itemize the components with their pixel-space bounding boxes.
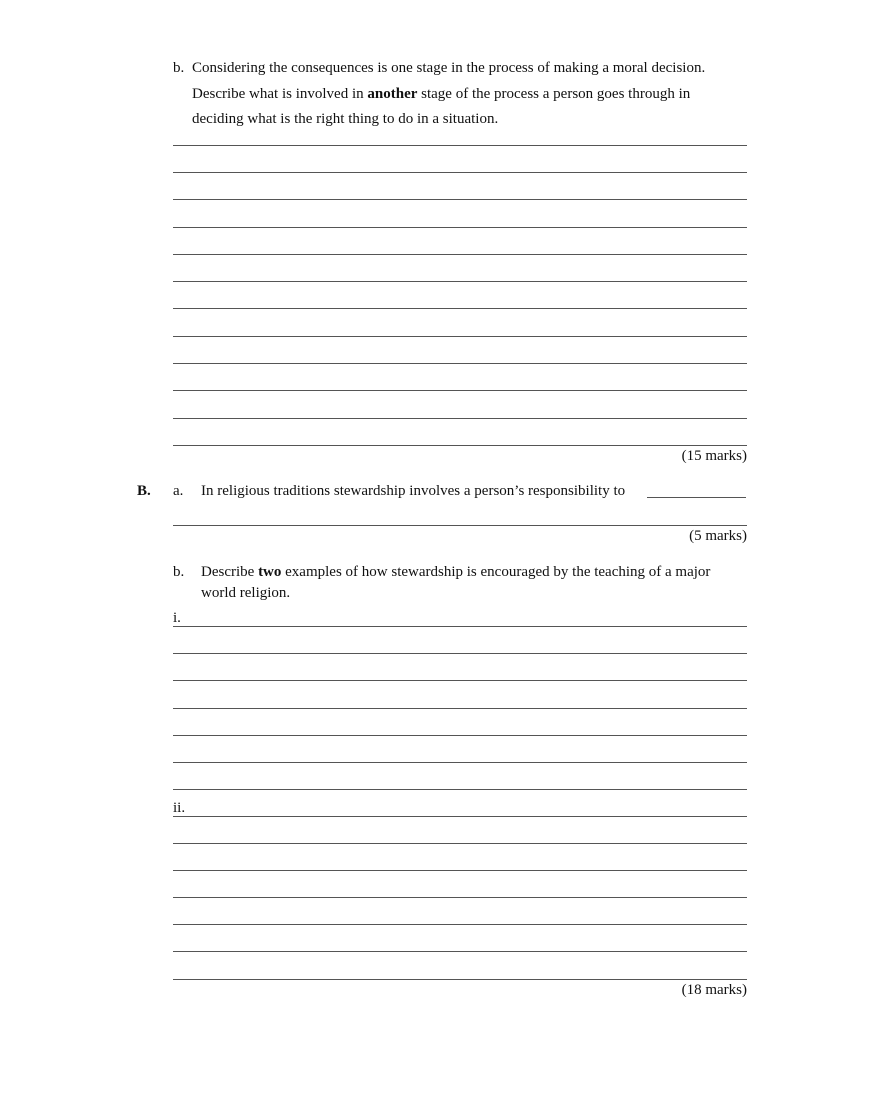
answer-line[interactable] xyxy=(173,789,747,790)
section-b-part-a-text: In religious traditions stewardship involves a person’s responsibility to xyxy=(201,483,626,499)
answer-line[interactable] xyxy=(173,525,747,526)
answer-line[interactable] xyxy=(173,199,747,200)
question-b-line-2-pre: Describe what is involved in xyxy=(192,86,368,102)
answer-line[interactable] xyxy=(173,708,747,709)
section-b-part-b-label: b. xyxy=(173,564,185,580)
question-b-label: b. xyxy=(173,60,185,76)
answer-line[interactable] xyxy=(173,762,747,763)
fill-in-blank[interactable] xyxy=(647,497,746,498)
question-b-line-2-post: stage of the process a person goes through in xyxy=(417,86,691,102)
item-ii-label: ii. xyxy=(173,800,186,816)
question-b-line-2 xyxy=(192,84,690,104)
answer-line[interactable] xyxy=(173,843,747,844)
section-b-label: B. xyxy=(137,483,151,499)
answer-line[interactable] xyxy=(173,172,747,173)
section-b-part-a-label: a. xyxy=(173,483,184,499)
marks-section-b-a: (5 marks) xyxy=(689,528,747,544)
answer-line[interactable] xyxy=(173,924,747,925)
answer-line[interactable] xyxy=(173,680,747,681)
question-b-line-2-bold: another xyxy=(367,86,418,102)
marks-question-b: (15 marks) xyxy=(681,448,747,464)
section-b-part-b-line-1-post: examples of how stewardship is encouraged by the teaching of a major xyxy=(281,564,711,580)
section-b-part-b-line-1-pre: Describe xyxy=(201,564,259,580)
answer-line[interactable] xyxy=(173,951,747,952)
answer-line[interactable] xyxy=(173,816,747,817)
answer-line[interactable] xyxy=(173,336,747,337)
question-b-line-3: deciding what is the right thing to do in a situation. xyxy=(192,111,499,127)
answer-line[interactable] xyxy=(173,363,747,364)
answer-line[interactable] xyxy=(173,870,747,871)
section-b-part-b-line-1-bold: two xyxy=(258,564,282,580)
answer-line[interactable] xyxy=(173,145,747,146)
answer-line[interactable] xyxy=(173,418,747,419)
item-i-label: i. xyxy=(173,610,181,626)
answer-line[interactable] xyxy=(173,254,747,255)
answer-line[interactable] xyxy=(173,227,747,228)
marks-section-b-b: (18 marks) xyxy=(681,982,747,998)
answer-line[interactable] xyxy=(173,979,747,980)
section-b-part-b-line-1 xyxy=(201,562,710,582)
answer-line[interactable] xyxy=(173,626,747,627)
answer-line[interactable] xyxy=(173,897,747,898)
question-b-line-1: Considering the consequences is one stage in the process of making a moral decision. xyxy=(192,60,706,76)
answer-line[interactable] xyxy=(173,281,747,282)
answer-line[interactable] xyxy=(173,390,747,391)
answer-line[interactable] xyxy=(173,445,747,446)
section-b-part-b-line-2: world religion. xyxy=(201,585,291,601)
answer-line[interactable] xyxy=(173,308,747,309)
answer-line[interactable] xyxy=(173,653,747,654)
answer-line[interactable] xyxy=(173,735,747,736)
